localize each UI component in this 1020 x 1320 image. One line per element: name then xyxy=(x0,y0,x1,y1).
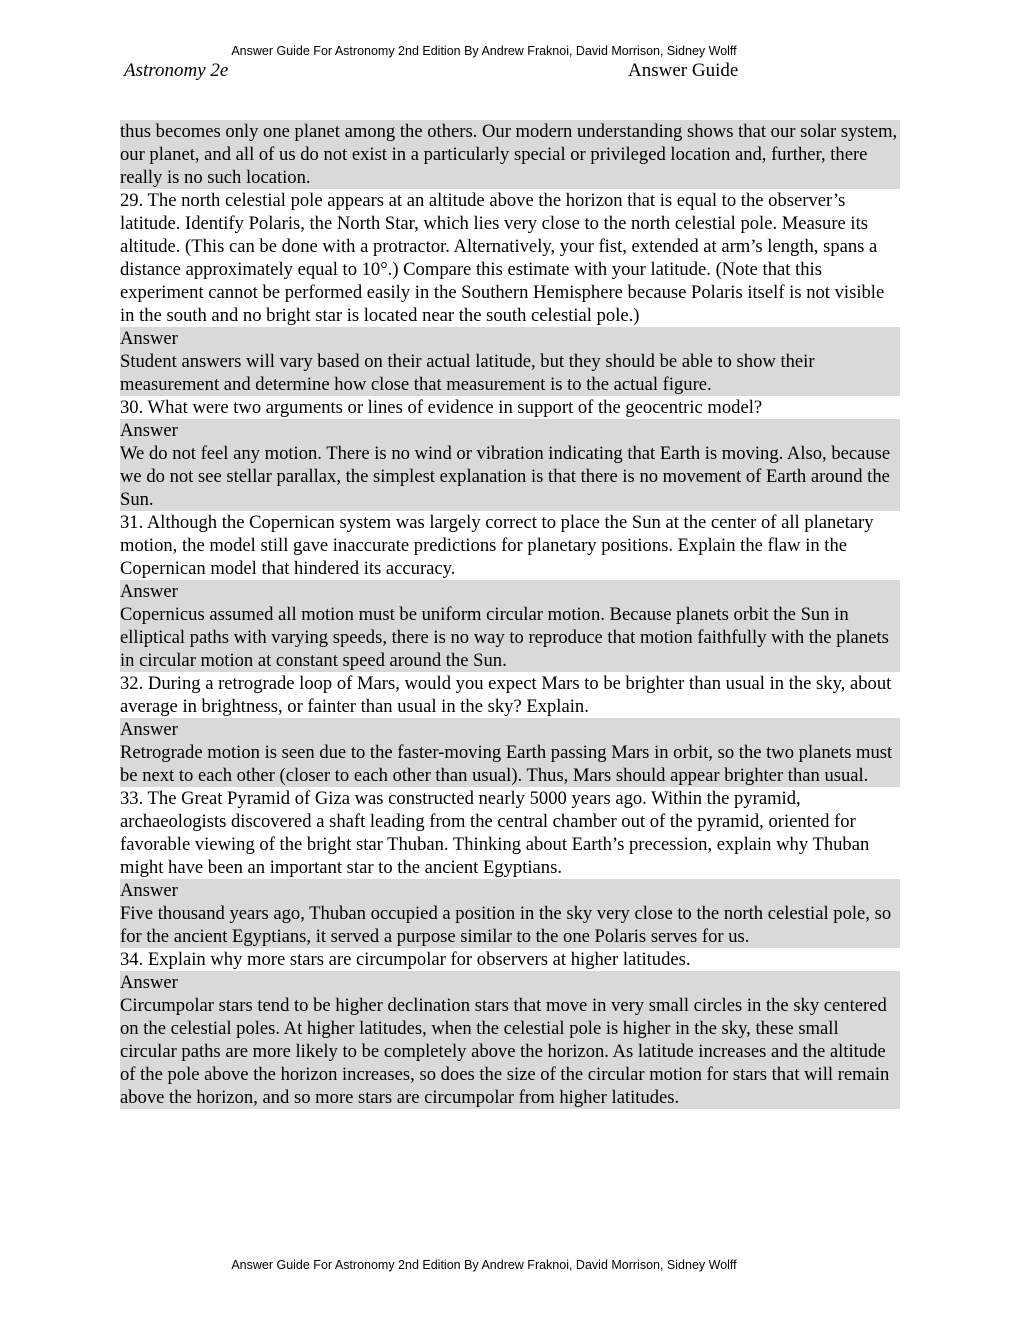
answer-text: Five thousand years ago, Thuban occupied a position in the sky very close to the north celestial pole, so for the ancient Egyptians, it served a purpose similar to the one Polaris serves for us. xyxy=(120,903,892,947)
answer-33 xyxy=(120,879,900,948)
question-text: 29. The north celestial pole appears at an altitude above the horizon that is equal to the observer’s latitude. Identify Polaris, the North Star, which lies very close to the north celestial pole. Measure its altitude. (This can be done with a protractor. Alternatively, your fist, extended at arm’s length, spans a distance approximately equal to 10°.) Compare this estimate with your latitude. (Note that this experiment cannot be performed easily in the Southern Hemisphere because Polaris itself is not visible in the south and no bright star is located near the south celestial pole.) xyxy=(120,190,885,326)
answer-text: Student answers will vary based on their actual latitude, but they should be able to show their measurement and determine how close that measurement is to the actual figure. xyxy=(120,351,815,395)
question-text: 33. The Great Pyramid of Giza was constructed nearly 5000 years ago. Within the pyramid, archaeologists discovered a shaft leading from the central chamber out of the pyramid, oriented for favorable viewing of the bright star Thuban. Thinking about Earth’s precession, explain why Thuban might have been an important star to the ancient Egyptians. xyxy=(120,788,870,878)
answer-label: Answer xyxy=(120,581,178,602)
footer-banner: Answer Guide For Astronomy 2nd Edition By Andrew Fraknoi, David Morrison, Sidney Wolff xyxy=(231,1258,737,1272)
question-text: 30. What were two arguments or lines of evidence in support of the geocentric model? xyxy=(120,397,763,418)
question-text: 31. Although the Copernican system was largely correct to place the Sun at the center of all planetary motion, the model still gave inaccurate predictions for planetary positions. Explain the flaw in the Copernican model that hindered its accuracy. xyxy=(120,512,874,579)
question-33 xyxy=(120,787,900,879)
intro-text: thus becomes only one planet among the others. Our modern understanding shows that our solar system, our planet, and all of us do not exist in a particularly special or privileged location and, further, there really is no such location. xyxy=(120,121,898,188)
answer-text: We do not feel any motion. There is no wind or vibration indicating that Earth is moving. Also, because we do not see stellar parallax, the simplest explanation is that there is no movement of Earth around the Sun. xyxy=(120,443,891,510)
answer-text: Retrograde motion is seen due to the faster-moving Earth passing Mars in orbit, so the two planets must be next to each other (closer to each other than usual). Thus, Mars should appear brighter than usual. xyxy=(120,742,893,786)
question-29 xyxy=(120,189,900,327)
question-34 xyxy=(120,948,900,971)
guide-title: Answer Guide xyxy=(628,60,739,81)
book-title: Astronomy 2e xyxy=(124,60,229,81)
answer-label: Answer xyxy=(120,972,178,993)
question-30 xyxy=(120,396,900,419)
answer-text: Circumpolar stars tend to be higher declination stars that move in very small circles in the sky centered on the celestial poles. At higher latitudes, when the celestial pole is higher in the sky, these small circular paths are more likely to be completely above the horizon. As latitude increases and the altitude of the pole above the horizon increases, so does the size of the circular motion for stars that will remain above the horizon, and so more stars are circumpolar from higher latitudes. xyxy=(120,995,890,1108)
question-text: 34. Explain why more stars are circumpolar for observers at higher latitudes. xyxy=(120,949,691,970)
page-content xyxy=(120,120,900,1109)
answer-34 xyxy=(120,971,900,1109)
question-32 xyxy=(120,672,900,718)
answer-label: Answer xyxy=(120,420,178,441)
answer-label: Answer xyxy=(120,719,178,740)
answer-32 xyxy=(120,718,900,787)
intro-continuation xyxy=(120,120,900,189)
question-text: 32. During a retrograde loop of Mars, would you expect Mars to be brighter than usual in the sky, about average in brightness, or fainter than usual in the sky? Explain. xyxy=(120,673,892,717)
answer-31 xyxy=(120,580,900,672)
answer-30 xyxy=(120,419,900,511)
answer-text: Copernicus assumed all motion must be uniform circular motion. Because planets orbit the Sun in elliptical paths with varying speeds, there is no way to reproduce that motion faithfully with the planets in circular motion at constant speed around the Sun. xyxy=(120,604,889,671)
top-banner: Answer Guide For Astronomy 2nd Edition By Andrew Fraknoi, David Morrison, Sidney Wolff xyxy=(231,44,737,58)
answer-29 xyxy=(120,327,900,396)
answer-label: Answer xyxy=(120,880,178,901)
question-31 xyxy=(120,511,900,580)
answer-label: Answer xyxy=(120,328,178,349)
